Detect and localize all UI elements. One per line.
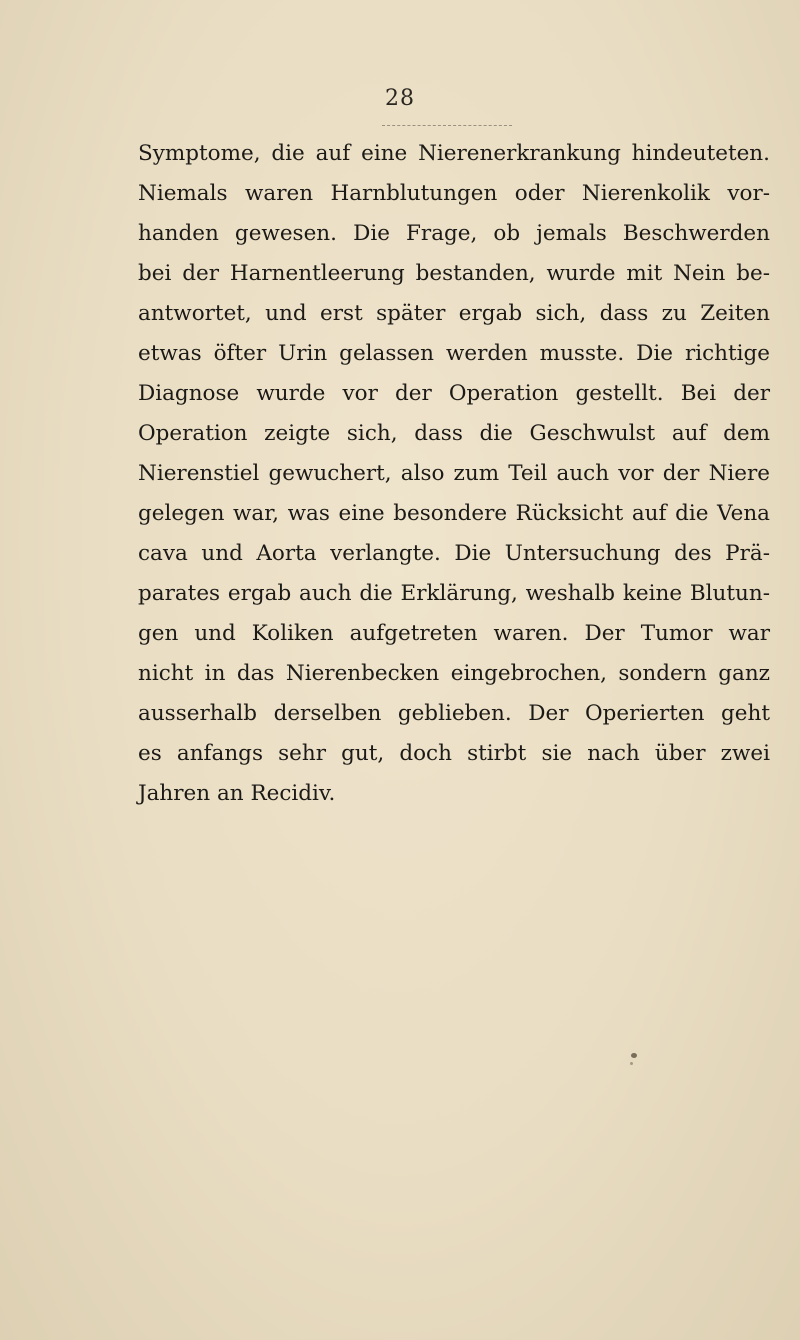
text-line: nicht in das Nierenbecken eingebrochen, sondern ganz [138, 661, 770, 686]
page-number: 28 [385, 86, 415, 111]
text-line: Nierenstiel gewuchert, also zum Teil auch vor der Niere [138, 461, 770, 486]
body-paragraph [138, 134, 770, 814]
text-line: Diagnose wurde vor der Operation gestellt. Bei der [138, 381, 770, 406]
text-line: etwas öfter Urin gelassen werden musste. Die richtige [138, 341, 770, 366]
text-line: gen und Koliken aufgetreten waren. Der Tumor war [138, 621, 770, 646]
header-rule [382, 125, 512, 126]
paper-speck [630, 1062, 633, 1065]
paper-speck [631, 1053, 637, 1058]
text-line: cava und Aorta verlangte. Die Untersuchung des Prä- [138, 541, 770, 566]
text-line: Niemals waren Harnblutungen oder Nierenkolik vor- [138, 181, 770, 206]
text-line: handen gewesen. Die Frage, ob jemals Beschwerden [138, 221, 770, 246]
text-line: bei der Harnentleerung bestanden, wurde mit Nein be- [138, 261, 770, 286]
text-line: es anfangs sehr gut, doch stirbt sie nach über zwei [138, 741, 770, 766]
text-line: Jahren an Recidiv. [138, 781, 336, 806]
text-line: antwortet, und erst später ergab sich, dass zu Zeiten [138, 301, 770, 326]
text-line: Operation zeigte sich, dass die Geschwulst auf dem [138, 421, 770, 446]
text-line: Symptome, die auf eine Nierenerkrankung hindeuteten. [138, 141, 770, 166]
text-line: ausserhalb derselben geblieben. Der Operierten geht [138, 701, 770, 726]
text-line: gelegen war, was eine besondere Rücksicht auf die Vena [138, 501, 770, 526]
text-line: parates ergab auch die Erklärung, weshalb keine Blutun- [138, 581, 770, 606]
